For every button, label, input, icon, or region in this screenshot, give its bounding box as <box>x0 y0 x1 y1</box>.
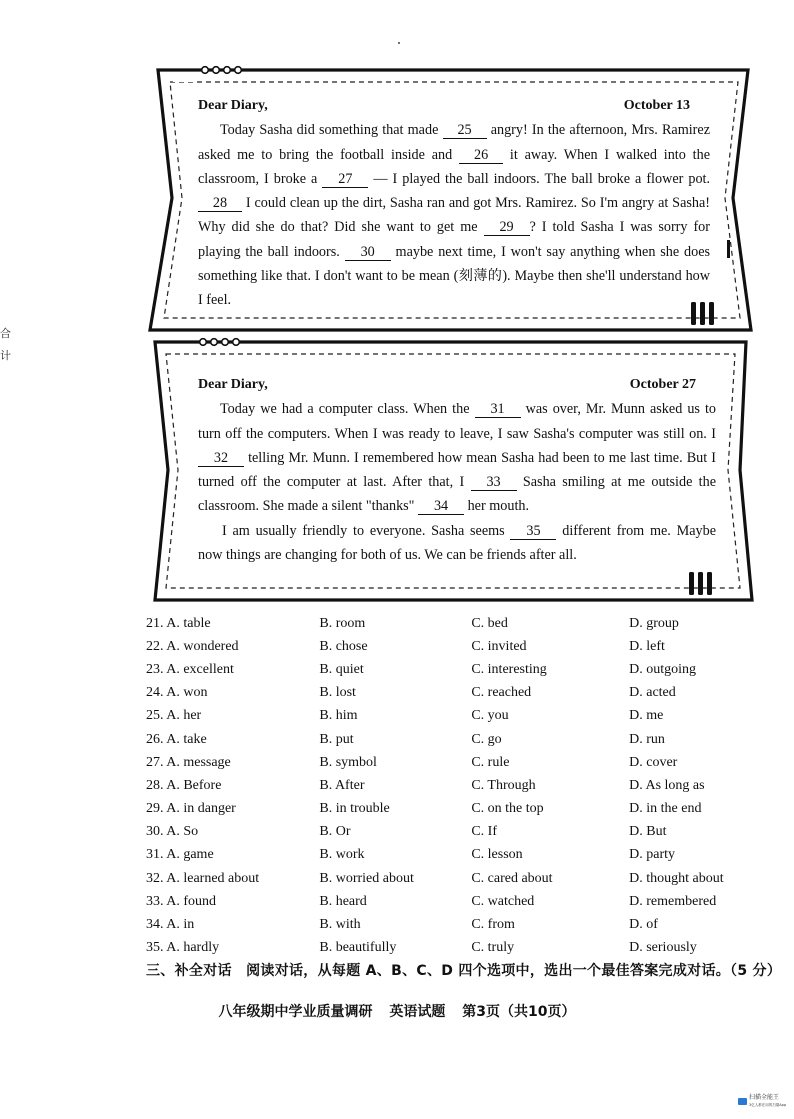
option-a[interactable]: 21. A. table <box>146 615 211 631</box>
diary-entry-oct-13 <box>198 94 710 313</box>
option-a[interactable]: 23. A. excellent <box>146 661 234 677</box>
scanner-sub: 3亿人都在用的扫描App <box>749 1103 787 1107</box>
option-b[interactable]: B. heard <box>319 893 367 909</box>
option-d[interactable]: D. seriously <box>629 940 697 956</box>
passage-text: — I played the ball indoors. The ball broke a flower pot. <box>373 170 711 187</box>
option-c[interactable]: C. truly <box>471 940 515 956</box>
option-b[interactable]: B. with <box>319 917 361 933</box>
passage-text: Sasha smiling at me outside the classroom. She made a silent "thanks" <box>198 474 717 515</box>
option-c[interactable]: C. on the top <box>471 801 544 817</box>
option-d[interactable]: D. thought about <box>629 870 724 886</box>
option-d[interactable]: D. party <box>629 847 676 863</box>
passage-text: Today we had a computer class. When the <box>220 401 470 418</box>
option-c[interactable]: C. from <box>471 917 515 933</box>
option-b[interactable]: B. him <box>319 708 358 724</box>
option-b[interactable]: B. chose <box>319 638 368 654</box>
passage-text: telling Mr. Munn. I remembered how mean Sasha had been to me last time. But I turned off the computer at last. After that, I <box>198 449 716 491</box>
option-b[interactable]: B. lost <box>319 685 356 701</box>
option-c[interactable]: C. rule <box>471 754 510 770</box>
option-a[interactable]: 28. A. Before <box>146 777 222 793</box>
diary-salutation: Dear Diary, <box>198 98 268 113</box>
blank-35[interactable]: 35 <box>510 523 556 540</box>
passage-text: angry! In the afternoon, Mrs. Ramirez asked me to bring the football inside and <box>198 122 711 163</box>
option-d[interactable]: D. But <box>629 824 667 840</box>
option-b[interactable]: B. put <box>319 731 354 747</box>
option-d[interactable]: D. me <box>629 708 664 724</box>
passage-text: was over, Mr. Munn asked us to turn off the computers. When I was ready to leave, I saw Sasha's computer was still on. I <box>198 401 717 442</box>
pencils-icon <box>689 572 712 595</box>
option-a[interactable]: 26. A. take <box>146 731 207 747</box>
page-footer <box>0 1001 794 1021</box>
option-c[interactable]: C. bed <box>471 615 508 631</box>
passage-text: maybe next time, I won't say anything when she does something like that. I don't want to be mean (刻薄的). Maybe then she'll understand how I feel. <box>198 243 711 309</box>
blank-25[interactable]: 25 <box>443 122 487 139</box>
option-d[interactable]: D. run <box>629 731 665 747</box>
passage-text: her mouth. <box>467 498 530 515</box>
option-d[interactable]: D. As long as <box>629 777 705 793</box>
passage-text: different from me. Maybe now things are changing for both of us. We can be friends after all. <box>198 522 717 564</box>
option-a[interactable]: 34. A. in <box>146 917 195 933</box>
blank-34[interactable]: 34 <box>418 498 464 515</box>
blank-28[interactable]: 28 <box>198 195 242 212</box>
option-b[interactable]: B. After <box>319 777 365 793</box>
option-c[interactable]: C. reached <box>471 685 532 701</box>
option-b[interactable]: B. quiet <box>319 661 364 677</box>
option-row <box>146 844 746 867</box>
option-d[interactable]: D. acted <box>629 685 676 701</box>
option-c[interactable]: C. watched <box>471 893 535 909</box>
section-three-heading: 三、补全对话 阅读对话，从每题 A、B、C、D 四个选项中，选出一个最佳答案完成对话。（5 分） <box>146 963 782 979</box>
page-number: 第3页（共10页） <box>462 1004 576 1020</box>
option-row <box>146 937 746 960</box>
option-row <box>146 913 746 936</box>
option-row <box>146 682 746 705</box>
passage-text: I am usually friendly to everyone. Sasha seems <box>222 522 505 539</box>
option-a[interactable]: 31. A. game <box>146 847 214 863</box>
blank-27[interactable]: 27 <box>322 171 368 188</box>
option-row <box>146 612 746 635</box>
option-c[interactable]: C. interesting <box>471 661 547 677</box>
option-d[interactable]: D. remembered <box>629 893 717 909</box>
blank-29[interactable]: 29 <box>484 219 530 236</box>
option-b[interactable]: B. in trouble <box>319 801 390 817</box>
option-a[interactable]: 32. A. learned about <box>146 870 260 886</box>
diary-paragraph <box>198 519 716 568</box>
option-a[interactable]: 24. A. won <box>146 685 208 701</box>
option-row <box>146 658 746 681</box>
option-b[interactable]: B. worried about <box>319 870 414 886</box>
option-a[interactable]: 33. A. found <box>146 893 216 909</box>
option-c[interactable]: C. Through <box>471 777 536 793</box>
option-c[interactable]: C. you <box>471 708 509 724</box>
option-c[interactable]: C. invited <box>471 638 527 654</box>
diary-date: October 13 <box>623 98 690 113</box>
option-b[interactable]: B. room <box>319 615 366 631</box>
option-c[interactable]: C. If <box>471 824 497 840</box>
passage-text: ? I told Sasha I was sorry for playing the ball indoors. <box>198 219 711 260</box>
diary-date: October 27 <box>629 377 696 392</box>
diary-paragraph <box>198 118 710 312</box>
option-b[interactable]: B. symbol <box>319 754 377 770</box>
option-a[interactable]: 35. A. hardly <box>146 940 220 956</box>
blank-31[interactable]: 31 <box>475 401 521 418</box>
option-b[interactable]: B. Or <box>319 824 351 840</box>
diary-salutation: Dear Diary, <box>198 377 268 392</box>
option-row <box>146 798 746 821</box>
scanner-name: 扫描全能王 <box>749 1094 780 1101</box>
option-c[interactable]: C. go <box>471 731 502 747</box>
option-a[interactable]: 29. A. in danger <box>146 801 236 817</box>
margin-char: 合 <box>0 327 11 340</box>
diary-paragraph <box>198 397 716 518</box>
margin-char: 计 <box>0 349 11 362</box>
option-a[interactable]: 22. A. wondered <box>146 638 239 654</box>
diary-header <box>198 94 710 118</box>
option-row <box>146 890 746 913</box>
option-b[interactable]: B. beautifully <box>319 940 397 956</box>
option-d[interactable]: D. outgoing <box>629 661 697 677</box>
blank-32[interactable]: 32 <box>198 450 244 467</box>
option-d[interactable]: D. in the end <box>629 801 702 817</box>
option-d[interactable]: D. group <box>629 615 679 631</box>
passage-text: it away. When I walked into the classroom, I broke a <box>198 146 710 187</box>
option-row <box>146 705 746 728</box>
option-row <box>146 867 746 890</box>
blank-26[interactable]: 26 <box>459 147 503 164</box>
option-a[interactable]: 30. A. So <box>146 824 199 840</box>
exam-subject: 英语试题 <box>389 1004 446 1020</box>
scanner-logo-icon <box>738 1098 747 1105</box>
option-row <box>146 751 746 774</box>
answer-options-table <box>146 612 746 960</box>
diary-entry-oct-27 <box>198 373 716 567</box>
option-a[interactable]: 27. A. message <box>146 754 231 770</box>
option-row <box>146 774 746 797</box>
option-d[interactable]: D. left <box>629 638 665 654</box>
blank-30[interactable]: 30 <box>345 244 391 261</box>
option-b[interactable]: B. work <box>319 847 365 863</box>
option-c[interactable]: C. lesson <box>471 847 523 863</box>
option-row <box>146 821 746 844</box>
option-row <box>146 728 746 751</box>
passage-text: I could clean up the dirt, Sasha ran and got Mrs. Ramirez. So I'm angry at Sasha! Why did she do that? Did she want to get me <box>198 195 710 236</box>
blank-33[interactable]: 33 <box>471 474 517 491</box>
passage-text: Today Sasha did something that made <box>220 122 439 139</box>
diary-header <box>198 373 716 397</box>
option-d[interactable]: D. cover <box>629 754 678 770</box>
option-c[interactable]: C. cared about <box>471 870 553 886</box>
option-row <box>146 635 746 658</box>
scanner-watermark <box>738 1094 786 1109</box>
option-d[interactable]: D. of <box>629 917 658 933</box>
option-a[interactable]: 25. A. her <box>146 708 202 724</box>
exam-title: 八年级期中学业质量调研 <box>218 1004 373 1020</box>
scanner-text <box>749 1094 786 1109</box>
